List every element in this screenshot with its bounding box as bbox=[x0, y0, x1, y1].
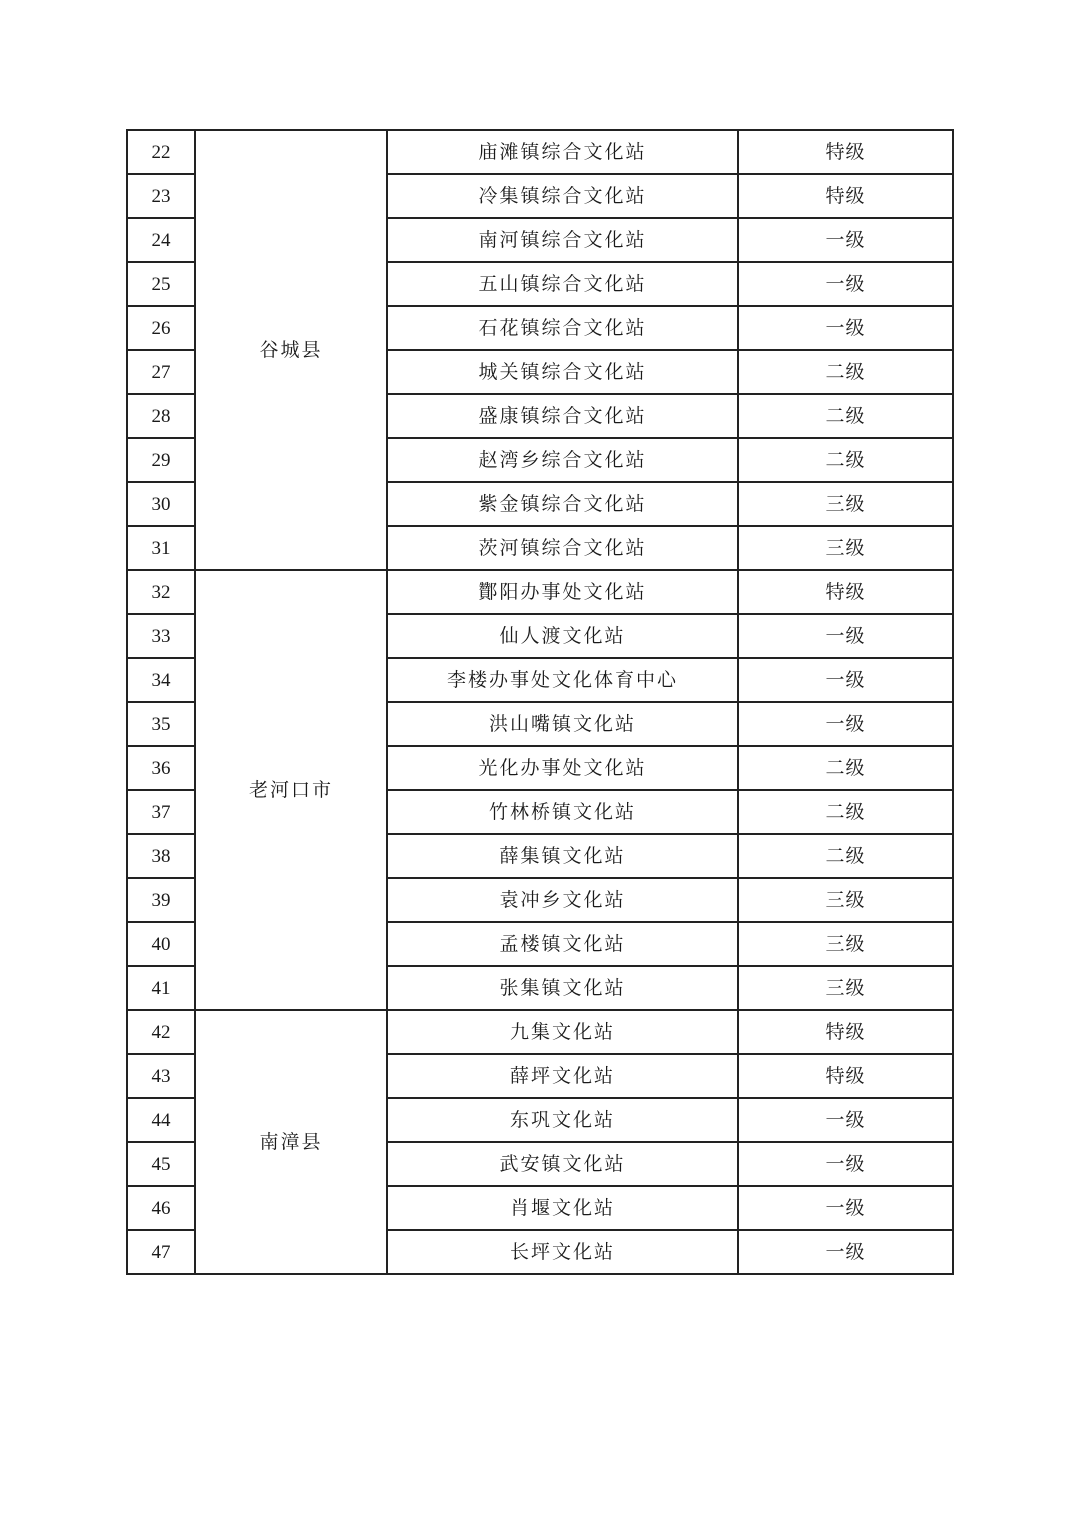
station-name-cell: 冷集镇综合文化站 bbox=[387, 174, 738, 218]
rating-level-cell: 二级 bbox=[738, 790, 953, 834]
rating-level-cell: 特级 bbox=[738, 1054, 953, 1098]
rating-level-cell: 特级 bbox=[738, 570, 953, 614]
rating-level-cell: 三级 bbox=[738, 922, 953, 966]
rating-level-cell: 三级 bbox=[738, 526, 953, 570]
rating-level-cell: 二级 bbox=[738, 746, 953, 790]
row-number-cell: 37 bbox=[127, 790, 195, 834]
rating-level-cell: 二级 bbox=[738, 394, 953, 438]
rating-level-cell: 一级 bbox=[738, 702, 953, 746]
row-number-cell: 42 bbox=[127, 1010, 195, 1054]
station-name-cell: 袁冲乡文化站 bbox=[387, 878, 738, 922]
station-name-cell: 李楼办事处文化体育中心 bbox=[387, 658, 738, 702]
station-name-cell: 南河镇综合文化站 bbox=[387, 218, 738, 262]
rating-level-cell: 特级 bbox=[738, 130, 953, 174]
rating-level-cell: 一级 bbox=[738, 306, 953, 350]
rating-level-cell: 特级 bbox=[738, 174, 953, 218]
rating-level-cell: 一级 bbox=[738, 1142, 953, 1186]
station-name-cell: 赵湾乡综合文化站 bbox=[387, 438, 738, 482]
station-name-cell: 茨河镇综合文化站 bbox=[387, 526, 738, 570]
row-number-cell: 44 bbox=[127, 1098, 195, 1142]
station-name-cell: 庙滩镇综合文化站 bbox=[387, 130, 738, 174]
row-number-cell: 35 bbox=[127, 702, 195, 746]
row-number-cell: 22 bbox=[127, 130, 195, 174]
station-name-cell: 紫金镇综合文化站 bbox=[387, 482, 738, 526]
station-name-cell: 孟楼镇文化站 bbox=[387, 922, 738, 966]
row-number-cell: 28 bbox=[127, 394, 195, 438]
row-number-cell: 24 bbox=[127, 218, 195, 262]
station-name-cell: 酇阳办事处文化站 bbox=[387, 570, 738, 614]
county-cell: 老河口市 bbox=[195, 570, 387, 1010]
row-number-cell: 33 bbox=[127, 614, 195, 658]
station-name-cell: 薛集镇文化站 bbox=[387, 834, 738, 878]
county-cell: 谷城县 bbox=[195, 130, 387, 570]
row-number-cell: 39 bbox=[127, 878, 195, 922]
row-number-cell: 43 bbox=[127, 1054, 195, 1098]
rating-level-cell: 二级 bbox=[738, 438, 953, 482]
row-number-cell: 27 bbox=[127, 350, 195, 394]
rating-level-cell: 一级 bbox=[738, 218, 953, 262]
row-number-cell: 26 bbox=[127, 306, 195, 350]
rating-level-cell: 一级 bbox=[738, 658, 953, 702]
rating-level-cell: 三级 bbox=[738, 482, 953, 526]
station-name-cell: 城关镇综合文化站 bbox=[387, 350, 738, 394]
station-name-cell: 长坪文化站 bbox=[387, 1230, 738, 1274]
rating-level-cell: 一级 bbox=[738, 1230, 953, 1274]
row-number-cell: 38 bbox=[127, 834, 195, 878]
row-number-cell: 45 bbox=[127, 1142, 195, 1186]
row-number-cell: 36 bbox=[127, 746, 195, 790]
station-name-cell: 洪山嘴镇文化站 bbox=[387, 702, 738, 746]
rating-level-cell: 一级 bbox=[738, 614, 953, 658]
station-name-cell: 石花镇综合文化站 bbox=[387, 306, 738, 350]
row-number-cell: 23 bbox=[127, 174, 195, 218]
station-name-cell: 张集镇文化站 bbox=[387, 966, 738, 1010]
station-name-cell: 薛坪文化站 bbox=[387, 1054, 738, 1098]
county-cell: 南漳县 bbox=[195, 1010, 387, 1274]
rating-level-cell: 一级 bbox=[738, 1186, 953, 1230]
row-number-cell: 34 bbox=[127, 658, 195, 702]
rating-level-cell: 特级 bbox=[738, 1010, 953, 1054]
station-name-cell: 肖堰文化站 bbox=[387, 1186, 738, 1230]
station-name-cell: 竹林桥镇文化站 bbox=[387, 790, 738, 834]
row-number-cell: 32 bbox=[127, 570, 195, 614]
rating-level-cell: 二级 bbox=[738, 834, 953, 878]
station-name-cell: 仙人渡文化站 bbox=[387, 614, 738, 658]
table-body bbox=[127, 130, 953, 1274]
row-number-cell: 25 bbox=[127, 262, 195, 306]
station-name-cell: 盛康镇综合文化站 bbox=[387, 394, 738, 438]
station-name-cell: 九集文化站 bbox=[387, 1010, 738, 1054]
rating-level-cell: 三级 bbox=[738, 966, 953, 1010]
row-number-cell: 30 bbox=[127, 482, 195, 526]
station-name-cell: 东巩文化站 bbox=[387, 1098, 738, 1142]
table-row bbox=[127, 1010, 953, 1054]
row-number-cell: 46 bbox=[127, 1186, 195, 1230]
station-name-cell: 武安镇文化站 bbox=[387, 1142, 738, 1186]
station-rating-table bbox=[126, 129, 954, 1275]
row-number-cell: 31 bbox=[127, 526, 195, 570]
row-number-cell: 47 bbox=[127, 1230, 195, 1274]
rating-level-cell: 一级 bbox=[738, 1098, 953, 1142]
rating-level-cell: 三级 bbox=[738, 878, 953, 922]
rating-level-cell: 一级 bbox=[738, 262, 953, 306]
row-number-cell: 40 bbox=[127, 922, 195, 966]
table-row bbox=[127, 130, 953, 174]
station-name-cell: 五山镇综合文化站 bbox=[387, 262, 738, 306]
table-row bbox=[127, 570, 953, 614]
rating-level-cell: 二级 bbox=[738, 350, 953, 394]
row-number-cell: 29 bbox=[127, 438, 195, 482]
row-number-cell: 41 bbox=[127, 966, 195, 1010]
station-name-cell: 光化办事处文化站 bbox=[387, 746, 738, 790]
